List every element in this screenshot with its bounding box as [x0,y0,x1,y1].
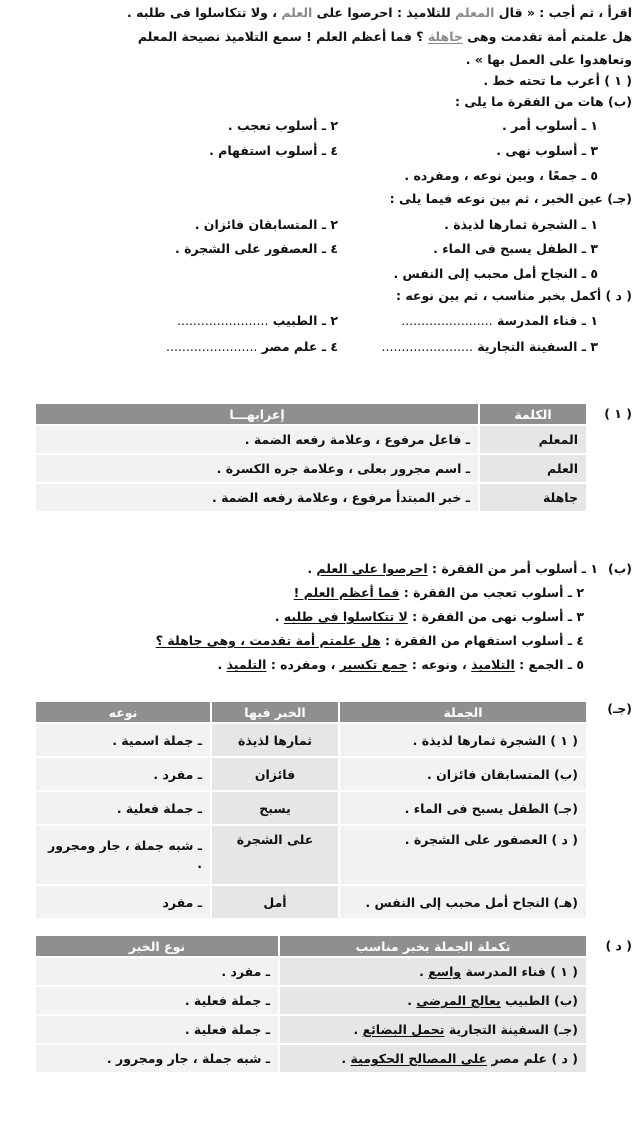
passage-line-2: هل علمتم أمة تقدمت وهى جاهلة ؟ فما أعظم العلم ! سمع التلاميذ نصيحة المعلم [137,29,632,44]
word-cell: العلم [479,454,587,483]
col-type: نوعه [35,701,211,723]
answer-b-line: ٤ ـ أسلوب استفهام من الفقرة : هل علمتم أمة تقدمت ، وهى جاهلة ؟ [155,633,584,648]
qb-item: ١ ـ أسلوب أمر . [502,118,598,133]
type-cell: ـ شبه جملة ، جار ومجرور . [35,825,211,885]
type-cell: ـ مفرد [35,885,211,919]
qj-item: ٤ ـ العصفور على الشجرة . [175,241,338,256]
table-row [35,1015,587,1044]
qb-item: ٢ ـ أسلوب تعجب . [227,118,338,133]
type-cell: ـ جملة فعلية . [35,1015,279,1044]
answer-b-line: ٣ ـ أسلوب نهى من الفقرة : لا تتكاسلوا فى طلبه . [274,609,584,624]
qj-item: ٣ ـ الطفل يسبح فى الماء . [433,241,598,256]
passage-line-3: وتعاهدوا على العمل بها » . [465,52,632,67]
table-row [35,454,587,483]
predicate-cell: أمل [211,885,339,919]
sentence-cell: (ب) المتسابقان فائزان . [339,757,587,791]
completion-cell: ( د ) علم مصر على المصالح الحكومية . [279,1044,587,1073]
qb-item: ٣ ـ أسلوب نهى . [496,143,598,158]
question-1: ( ١ ) أعرب ما تحته خط . [483,73,632,88]
table-row [35,1044,587,1073]
passage-line-1: اقرأ ، ثم أجب : « قال المعلم للتلاميذ : احرصوا على العلم ، ولا تتكاسلوا فى طلبه . [127,5,632,20]
answer-j-label: (جـ) [607,701,632,716]
parsing-cell: ـ اسم مجرور بعلى ، وعلامة جره الكسرة . [35,454,479,483]
table-row [35,483,587,512]
answer-b-line: ١ ـ أسلوب أمر من الفقرة : احرصوا على العلم . [307,561,598,576]
sentence-cell: (جـ) الطفل يسبح فى الماء . [339,791,587,825]
predicate-cell: يسبح [211,791,339,825]
qd-item: ٢ ـ الطبيب ....................... [177,313,338,328]
type-cell: ـ جملة فعلية . [35,986,279,1015]
qj-item: ٥ ـ النجاح أمل محبب إلى النفس . [393,266,598,281]
predicate-cell: ثمارها لذيذة [211,723,339,757]
qj-item: ١ ـ الشجرة ثمارها لذيذة . [444,217,598,232]
word-cell: جاهلة [479,483,587,512]
table-row [35,986,587,1015]
col-sentence: الجملة [339,701,587,723]
qd-item: ٣ ـ السفينة التجارية ....................... [381,339,598,354]
answer-a-table [34,402,588,513]
completion-cell: (جـ) السفينة التجارية تحمل البضائع . [279,1015,587,1044]
parsing-cell: ـ فاعل مرفوع ، وعلامة رفعه الضمة . [35,425,479,454]
answer-d-table [34,934,588,1074]
answer-j-table [34,700,588,920]
type-cell: ـ مفرد . [35,957,279,986]
qd-item: ٤ ـ علم مصر ....................... [166,339,338,354]
question-j: (جـ) عين الخبر ، ثم بين نوعه فيما يلى : [389,191,632,206]
word-cell: المعلم [479,425,587,454]
col-predicate-type: نوع الخبر [35,935,279,957]
table-row [35,425,587,454]
qb-item: ٤ ـ أسلوب استفهام . [209,143,338,158]
predicate-cell: فائزان [211,757,339,791]
table-row [35,791,587,825]
predicate-cell: على الشجرة [211,825,339,885]
table-row [35,757,587,791]
sentence-cell: ( ١ ) الشجرة ثمارها لذيذة . [339,723,587,757]
col-predicate: الخبر فيها [211,701,339,723]
answer-b-line: ٥ ـ الجمع : التلاميذ ، ونوعه : جمع تكسير ، ومفرده : التلميذ . [217,657,584,672]
type-cell: ـ مفرد . [35,757,211,791]
answer-b-line: ٢ ـ أسلوب تعجب من الفقرة : فما أعظم العلم ! [293,585,584,600]
qj-item: ٢ ـ المتسابقان فائزان . [194,217,338,232]
question-d: ( د ) أكمل بخبر مناسب ، ثم بين نوعه : [395,288,632,303]
question-b: (ب) هات من الفقرة ما يلى : [454,94,632,109]
completion-cell: (ب) الطبيب يعالج المرضى . [279,986,587,1015]
table-row [35,957,587,986]
qb-item: ٥ ـ جمعًا ، وبين نوعه ، ومفرده . [404,168,598,183]
type-cell: ـ شبه جملة ، جار ومجرور . [35,1044,279,1073]
parsing-cell: ـ خبر المبتدأ مرفوع ، وعلامة رفعه الضمة . [35,483,479,512]
completion-cell: ( ١ ) فناء المدرسة واسع . [279,957,587,986]
sentence-cell: (هـ) النجاح أمل محبب إلى النفس . [339,885,587,919]
col-parsing: إعرابهـــا [35,403,479,425]
answer-d-label: ( د ) [605,938,632,953]
answer-b-label: (ب) [608,561,632,576]
answer-a-label: ( ١ ) [604,406,632,421]
type-cell: ـ جملة فعلية . [35,791,211,825]
qd-item: ١ ـ فناء المدرسة ....................... [401,313,598,328]
table-row [35,825,587,885]
col-completion: تكملة الجملة بخبر مناسب [279,935,587,957]
table-row [35,885,587,919]
col-word: الكلمة [479,403,587,425]
table-row [35,723,587,757]
type-cell: ـ جملة اسمية . [35,723,211,757]
sentence-cell: ( د ) العصفور على الشجرة . [339,825,587,885]
